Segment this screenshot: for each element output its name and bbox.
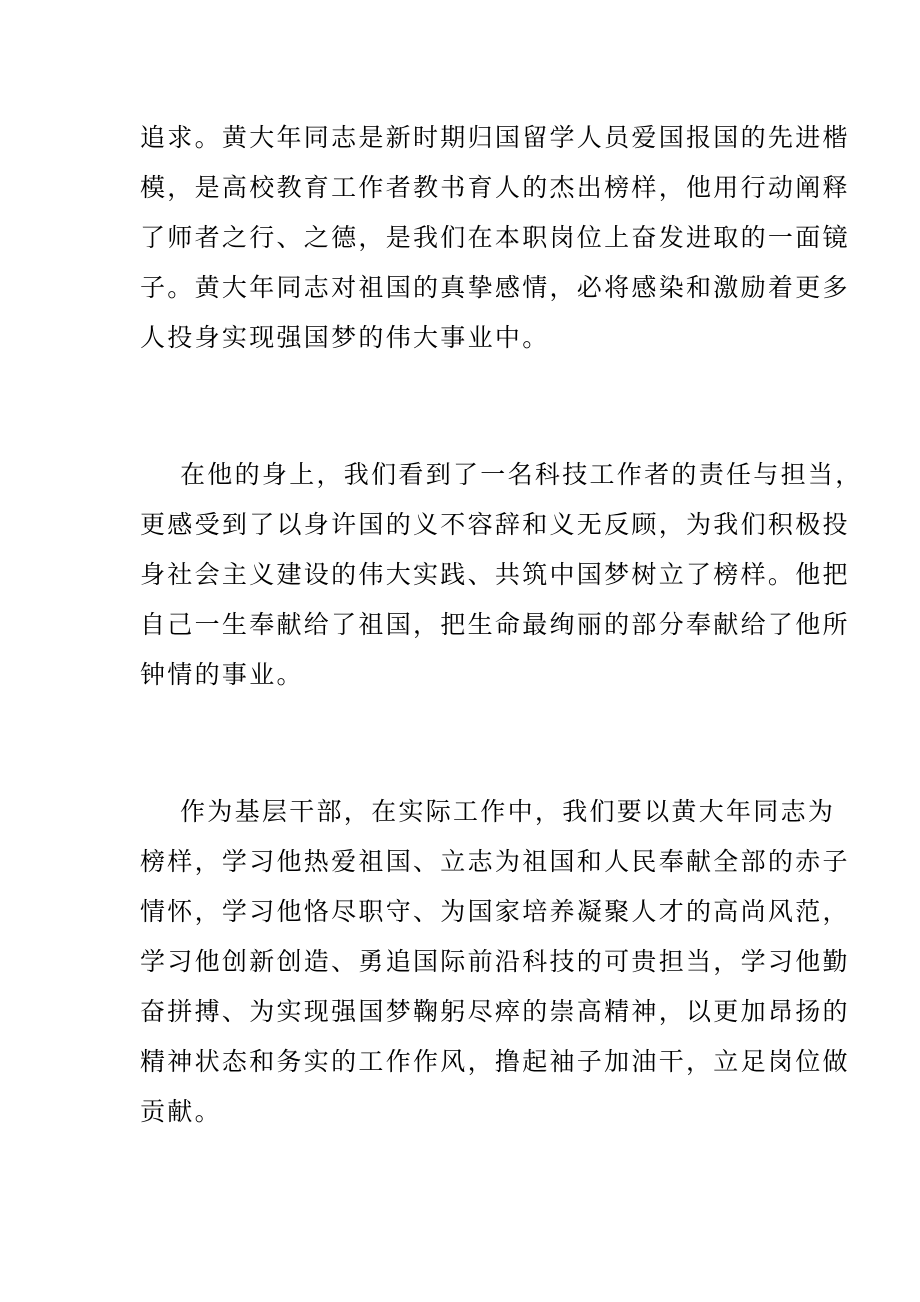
paragraph-line: 子。黄大年同志对祖国的真挚感情，必将感染和激励着更多 [140, 273, 850, 302]
paragraph-line: 钟情的事业。 [140, 660, 304, 689]
paragraph-line: 更感受到了以身许国的义不容辞和义无反顾，为我们积极投 [140, 510, 850, 539]
paragraph-line: 人投身实现强国梦的伟大事业中。 [140, 323, 550, 352]
paragraph-line: 身社会主义建设的伟大实践、共筑中国梦树立了榜样。他把 [140, 560, 850, 589]
paragraph-line: 学习他创新创造、勇追国际前沿科技的可贵担当，学习他勤 [140, 947, 850, 976]
paragraph-line: 情怀，学习他恪尽职守、为国家培养凝聚人才的高尚风范， [140, 897, 850, 926]
paragraph-line: 榜样，学习他热爱祖国、立志为祖国和人民奉献全部的赤子 [140, 847, 850, 876]
paragraph-line: 模，是高校教育工作者教书育人的杰出榜样，他用行动阐释 [140, 173, 850, 202]
paragraph-line: 奋拼搏、为实现强国梦鞠躬尽瘁的崇高精神，以更加昂扬的 [140, 997, 850, 1026]
paragraph-line: 在他的身上，我们看到了一名科技工作者的责任与担当， [180, 460, 863, 489]
paragraph-line: 精神状态和务实的工作作风，撸起袖子加油干，立足岗位做 [140, 1047, 850, 1076]
paragraph-line: 自己一生奉献给了祖国，把生命最绚丽的部分奉献给了他所 [140, 610, 850, 639]
paragraph-line: 作为基层干部，在实际工作中，我们要以黄大年同志为 [180, 797, 836, 826]
paragraph-line: 追求。黄大年同志是新时期归国留学人员爱国报国的先进楷 [140, 123, 850, 152]
paragraph-line: 贡献。 [140, 1097, 222, 1126]
paragraph-line: 了师者之行、之德，是我们在本职岗位上奋发进取的一面镜 [140, 223, 850, 252]
